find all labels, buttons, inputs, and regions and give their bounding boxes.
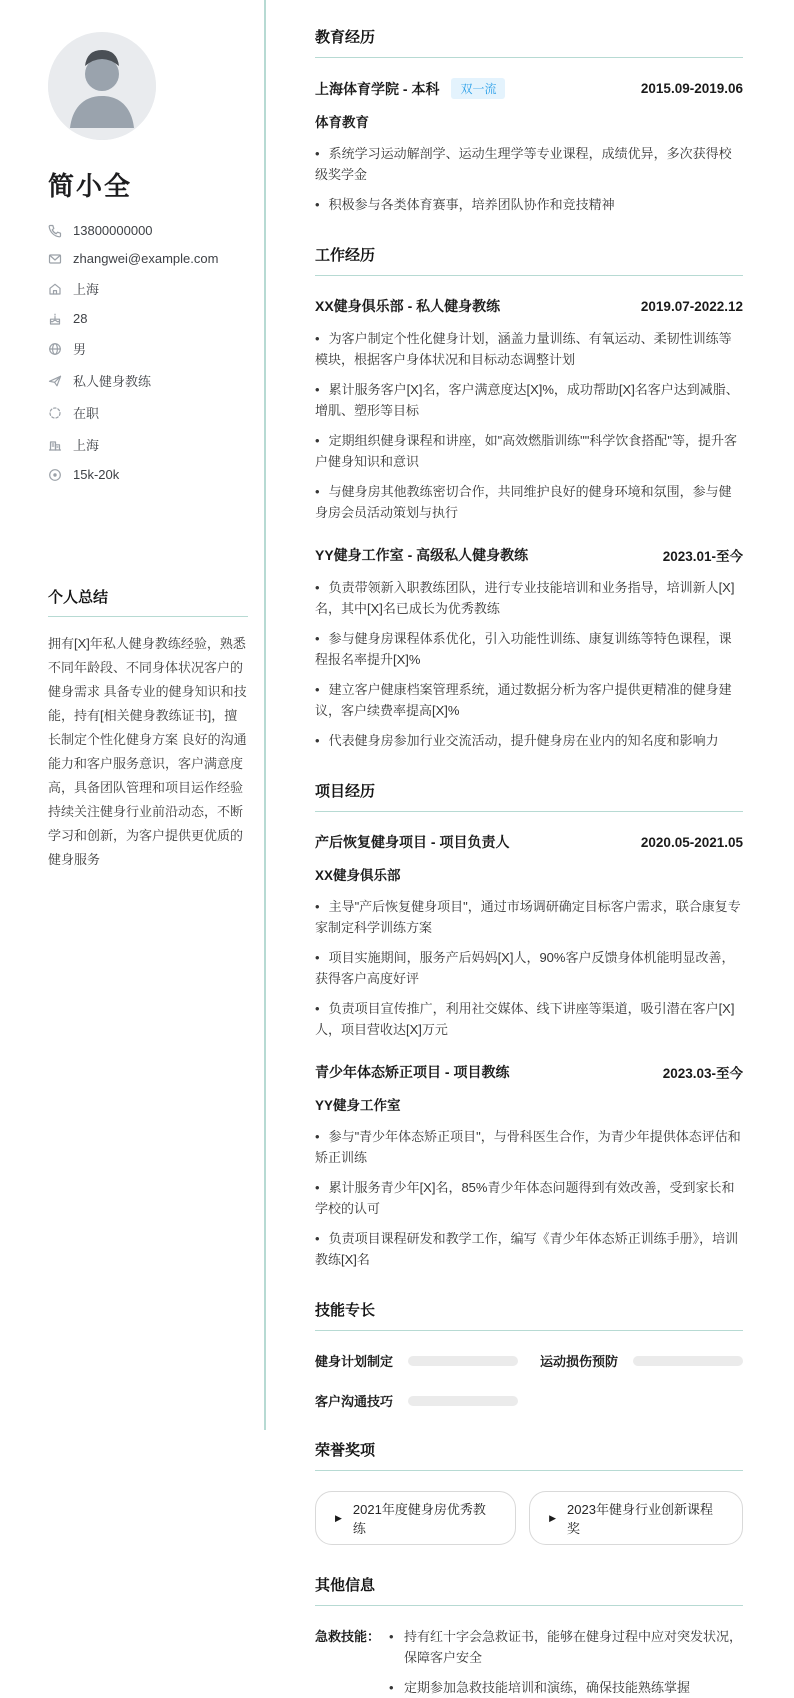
work-entry [315, 296, 743, 523]
project-date: 2020.05-2021.05 [640, 834, 743, 850]
project-entry [315, 832, 743, 1040]
skill-row [315, 1351, 518, 1370]
contact-status [48, 403, 248, 422]
bullet-item: • 定期组织健身课程和讲座，如"高效燃脂训练""科学饮食搭配"等，提升客户健身知识和意识 [315, 430, 743, 472]
honor-badge [529, 1491, 743, 1545]
school-label: 上海体育学院 - 本科 [315, 80, 440, 97]
contact-value: 28 [73, 311, 88, 326]
bullet-item: • 参与"青少年体态矫正项目"，与骨科医生合作，为青少年提供体态评估和矫正训练 [315, 1126, 743, 1168]
project-org: YY健身工作室 [315, 1098, 401, 1113]
skill-bar [408, 1356, 518, 1366]
summary-text: 拥有[X]年私人健身教练经验，熟悉不同年龄段、不同身体状况客户的健身需求 具备专业的健身知识和技能，持有[相关健身教练证书]，擅长制定个性化健身方案 良好的沟通能力和客户服务意识，客户满意度高，具备团队管理和项目运作经验 持续关注健身行业前沿动态，不断学习和创新，为客户提供更优质的健身服务 [48, 636, 247, 867]
home-icon [48, 282, 62, 296]
project-date: 2023.03-至今 [662, 1066, 743, 1081]
personal-summary-section [48, 586, 248, 872]
job-date: 2019.07-2022.12 [640, 298, 743, 314]
education-section [315, 26, 743, 215]
skills-section [315, 1299, 743, 1410]
honor-label: 2023年健身行业创新课程奖 [567, 1502, 713, 1536]
bullet-item: • 持有红十字会急救证书，能够在健身过程中应对突发状况，保障客户安全 [387, 1626, 743, 1668]
project-org: XX健身俱乐部 [315, 868, 401, 883]
job-title: XX健身俱乐部 - 私人健身教练 [315, 298, 501, 314]
entry-header [315, 296, 743, 316]
project-entry [315, 1062, 743, 1270]
contact-email [48, 251, 248, 266]
bullet-item: • 系统学习运动解剖学、运动生理学等专业课程，成绩优异，多次获得校级奖学金 [315, 143, 743, 185]
sidebar [0, 0, 264, 1430]
other-bullets [387, 1626, 743, 1698]
target-icon [48, 468, 62, 482]
bullet-item: • 累计服务青少年[X]名，85%青少年体态问题得到有效改善，受到家长和学校的认可 [315, 1177, 743, 1219]
contact-value: 男 [73, 342, 87, 357]
contact-value: 15k-20k [73, 467, 120, 482]
education-entry [315, 78, 743, 215]
profile-photo [48, 32, 156, 140]
bullet-item: • 与健身房其他教练密切合作，共同维护良好的健身环境和氛围，参与健身房会员活动策划与执行 [315, 481, 743, 523]
other-row [315, 1626, 743, 1698]
other-label: 急救技能： [315, 1629, 381, 1644]
person-silhouette-icon [48, 32, 156, 140]
project-bullets [315, 1126, 743, 1270]
candidate-name: 简小全 [48, 171, 133, 201]
contact-salary [48, 467, 248, 482]
projects-section [315, 780, 743, 1270]
work-section [315, 244, 743, 751]
skill-row [540, 1351, 743, 1370]
job-title: YY健身工作室 - 高级私人健身教练 [315, 547, 529, 563]
entry-header [315, 832, 743, 852]
bullet-item: • 负责项目宣传推广，利用社交媒体、线下讲座等渠道，吸引潜在客户[X]人，项目营收达[X]万元 [315, 998, 743, 1040]
work-entry [315, 545, 743, 751]
section-title-honors: 荣誉奖项 [315, 1439, 743, 1471]
bullet-item: • 积极参与各类体育赛事，培养团队协作和竞技精神 [315, 194, 743, 215]
contact-value: 上海 [73, 438, 100, 453]
section-title-skills: 技能专长 [315, 1299, 743, 1331]
building-icon [48, 438, 62, 452]
other-info-section [315, 1574, 743, 1698]
skill-row [315, 1391, 518, 1410]
bullet-item: • 建立客户健康档案管理系统，通过数据分析为客户提供更精准的健身建议，客户续费率提高[X]% [315, 679, 743, 721]
bullet-item: • 代表健身房参加行业交流活动，提升健身房在业内的知名度和影响力 [315, 730, 743, 751]
project-title: 产后恢复健身项目 - 项目负责人 [315, 834, 510, 850]
bullet-item: • 定期参加急救技能培训和演练，确保技能熟练掌握 [387, 1677, 743, 1698]
skill-bar [408, 1396, 518, 1406]
contact-age [48, 311, 248, 326]
section-title-education: 教育经历 [315, 26, 743, 58]
double-first-class-badge: 双一流 [451, 78, 505, 99]
skill-bar [633, 1356, 743, 1366]
bullet-item: • 主导"产后恢复健身项目"，通过市场调研确定目标客户需求，联合康复专家制定科学训练方案 [315, 896, 743, 938]
contact-city [48, 435, 248, 454]
bullet-item: • 为客户制定个性化健身计划，涵盖力量训练、有氧运动、柔韧性训练等模块，根据客户身体状况和目标动态调整计划 [315, 328, 743, 370]
summary-title: 个人总结 [48, 586, 248, 617]
contact-value: 上海 [73, 282, 100, 297]
bullet-item: • 参与健身房课程体系优化，引入功能性训练、康复训练等特色课程，课程报名率提升[X]% [315, 628, 743, 670]
honor-row [315, 1491, 743, 1545]
paper-plane-icon [48, 374, 62, 388]
contact-gender [48, 339, 248, 358]
contact-list [48, 223, 248, 482]
honors-section [315, 1439, 743, 1545]
section-title-work: 工作经历 [315, 244, 743, 276]
bullet-item: • 负责带领新入职教练团队，进行专业技能培训和业务指导，培训新人[X]名，其中[X]名已成长为优秀教练 [315, 577, 743, 619]
contact-location [48, 279, 248, 298]
job-bullets [315, 577, 743, 751]
entry-header [315, 78, 743, 99]
phone-icon [48, 224, 62, 238]
contact-value: 私人健身教练 [73, 374, 152, 389]
skill-label: 客户沟通技巧 [315, 1394, 394, 1409]
school-name [315, 78, 505, 99]
contact-phone [48, 223, 248, 238]
email-icon [48, 252, 62, 266]
project-title: 青少年体态矫正项目 - 项目教练 [315, 1064, 510, 1080]
project-bullets [315, 896, 743, 1040]
play-triangle-icon: ▶ [549, 1512, 557, 1523]
section-title-other: 其他信息 [315, 1574, 743, 1606]
job-bullets [315, 328, 743, 523]
section-title-projects: 项目经历 [315, 780, 743, 812]
contact-value: zhangwei@example.com [73, 251, 219, 266]
skill-grid [315, 1351, 743, 1410]
major-name: 体育教育 [315, 115, 369, 130]
bullet-item: • 累计服务客户[X]名，客户满意度达[X]%，成功帮助[X]名客户达到减脂、增肌、塑形等目标 [315, 379, 743, 421]
education-date: 2015.09-2019.06 [640, 81, 743, 96]
bullet-item: • 负责项目课程研发和教学工作，编写《青少年体态矫正训练手册》，培训教练[X]名 [315, 1228, 743, 1270]
education-bullets [315, 143, 743, 215]
resume-main [266, 0, 794, 1695]
contact-job-intention [48, 371, 248, 390]
cake-icon [48, 312, 62, 326]
honor-label: 2021年度健身房优秀教练 [352, 1502, 486, 1536]
job-date: 2023.01-至今 [662, 549, 743, 564]
entry-header [315, 1062, 743, 1082]
bullet-item: • 项目实施期间，服务产后妈妈[X]人，90%客户反馈身体机能明显改善，获得客户高度好评 [315, 947, 743, 989]
entry-header [315, 545, 743, 565]
contact-value: 13800000000 [73, 223, 153, 238]
honor-badge [315, 1491, 516, 1545]
contact-value: 在职 [73, 406, 100, 421]
skill-label: 运动损伤预防 [540, 1354, 619, 1369]
skill-label: 健身计划制定 [315, 1354, 394, 1369]
play-triangle-icon: ▶ [335, 1512, 342, 1523]
dashed-circle-icon [48, 406, 62, 420]
globe-icon [48, 342, 62, 356]
